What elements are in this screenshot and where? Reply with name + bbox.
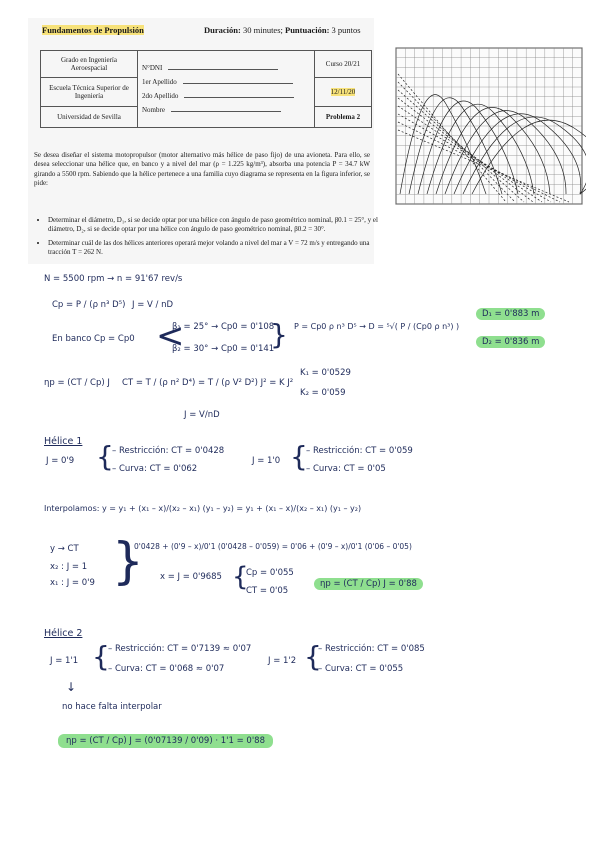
down-arrow-icon: ↓ xyxy=(66,680,77,694)
no-interpolation-note: no hace falta interpolar xyxy=(62,702,162,712)
x1-value: x₁ : J = 0'9 xyxy=(50,578,95,588)
interp-brace: } xyxy=(112,532,144,590)
h1-j09: J = 0'9 xyxy=(46,456,75,466)
h2-j11: J = 1'1 xyxy=(50,656,79,666)
cp-result: Cp = 0'055 xyxy=(246,568,294,578)
h1-curve-10: – Curva: CT = 0'05 xyxy=(306,464,386,474)
d2-result: D₂ = 0'836 m xyxy=(476,336,545,348)
h1-brace-a: { xyxy=(96,440,114,473)
exam-title: Fundamentos de Propulsión xyxy=(42,25,144,35)
k2-value: K₂ = 0'059 xyxy=(300,388,346,398)
ct-formula: CT = T / (ρ n² D⁴) = T / (ρ V² D²) J² = K J² xyxy=(122,378,294,388)
h1-brace-b: { xyxy=(290,440,308,473)
problem-statement: Se desea diseñar el sistema motopropulsor (motor alternativo más hélice de paso fijo) de una avioneta. Para ello, se desea seleccionar una hélice que, en banco y a nivel del mar (ρ = 1.225 kg/m³), absorba una potencia P = 34.7 kW girando a 5500 rpm. Sabiendo que la hélice pertenece a una familia cuyo diagrama se representa en la figura inferior, se pide: xyxy=(34,151,370,188)
diameter-formula: P = Cp0 ρ n³ D⁵ → D = ⁵√( P / (Cp0 ρ n³) ) xyxy=(294,322,460,331)
eta2-result: ηp = (CT / Cp) J = (0'07139 / 0'09) · 1'1 = 0'88 xyxy=(58,734,273,748)
interpolation-formula: Interpolamos: y = y₁ + (x₁ – x)/(x₂ – x₁) (y₁ – y₂) = y₁ + (x₁ – x)/(x₂ – x₁) (y₁ – y₂) xyxy=(44,504,362,513)
beta1-result: β₁ = 25° → Cp0 = 0'108 xyxy=(172,322,275,332)
beta2-result: β₂ = 30° → Cp0 = 0'141 xyxy=(172,344,275,354)
h2-restr-12: – Restricción: CT = 0'085 xyxy=(318,644,425,654)
branch-bracket: < xyxy=(156,316,185,356)
propeller-diagram xyxy=(386,44,586,214)
question-1: • Determinar el diámetro, D₁, si se decide optar por una hélice con ángulo de paso geométrico nominal, β0.1 = 25°, y el diámetro, D₂, si se decide optar por una hélice con ángulo de paso geométrico nominal, β0.2 = 30°. xyxy=(48,216,378,235)
j-result: x = J = 0'9685 xyxy=(160,572,222,582)
cp-definition: Cp = P / (ρ n³ D⁵) xyxy=(52,300,126,310)
questions-list xyxy=(36,216,378,262)
course-cell: Curso 20/21 xyxy=(315,51,372,78)
k1-value: K₁ = 0'0529 xyxy=(300,368,351,378)
right-brace: } xyxy=(270,318,288,351)
h1-restr-09: – Restricción: CT = 0'0428 xyxy=(112,446,225,456)
student-fields: N°DNI 1er Apellido 2do Apellido Nombre xyxy=(138,51,315,128)
h2-j12: J = 1'2 xyxy=(268,656,297,666)
h2-brace-b: { xyxy=(304,640,322,673)
eta1-result: ηp = (CT / Cp) J = 0'88 xyxy=(314,578,423,590)
bench-condition: En banco Cp = Cp0 xyxy=(52,334,135,344)
degree-cell: Grado en Ingeniería Aeroespacial xyxy=(41,51,138,78)
x2-value: x₂ : J = 1 xyxy=(50,562,88,572)
interp-equation: 0'0428 + (0'9 – x)/0'1 (0'0428 – 0'059) = 0'06 + (0'9 – x)/0'1 (0'06 – 0'05) xyxy=(134,542,412,551)
h1-curve-09: – Curva: CT = 0'062 xyxy=(112,464,198,474)
h2-curve-12: – Curva: CT = 0'055 xyxy=(318,664,404,674)
ct-result: CT = 0'05 xyxy=(246,586,289,596)
helice2-title: Hélice 2 xyxy=(44,628,83,639)
h2-brace-a: { xyxy=(92,640,110,673)
h1-restr-10: – Restricción: CT = 0'059 xyxy=(306,446,413,456)
j-vnd: J = V/nD xyxy=(184,410,220,420)
d1-result: D₁ = 0'883 m xyxy=(476,308,545,320)
school-cell: Escuela Técnica Superior de Ingeniería xyxy=(41,78,138,107)
result-brace: { xyxy=(232,562,249,592)
h2-curve-11: – Curva: CT = 0'068 ≈ 0'07 xyxy=(108,664,225,674)
problem-cell: Problema 2 xyxy=(315,107,372,128)
university-cell: Universidad de Sevilla xyxy=(41,107,138,128)
y-mapping: y → CT xyxy=(50,544,79,554)
h2-restr-11: – Restricción: CT = 0'7139 ≈ 0'07 xyxy=(108,644,252,654)
student-info-table xyxy=(40,50,372,128)
exam-duration: Duración: 30 minutes; Puntuación: 3 puntos xyxy=(204,25,361,35)
rpm-conversion: N = 5500 rpm → n = 91'67 rev/s xyxy=(44,274,183,284)
helice1-title: Hélice 1 xyxy=(44,436,83,447)
h1-j10: J = 1'0 xyxy=(252,456,281,466)
j-definition: J = V / nD xyxy=(132,300,174,310)
efficiency-formula: ηp = (CT / Cp) J xyxy=(44,378,110,388)
exam-sheet xyxy=(28,18,378,264)
date-cell: 12/11/20 xyxy=(315,78,372,107)
question-2: • Determinar cuál de las dos hélices anteriores operará mejor volando a nivel del mar a V = 72 m/s y entregando una tracción T = 262 N. xyxy=(48,239,378,258)
